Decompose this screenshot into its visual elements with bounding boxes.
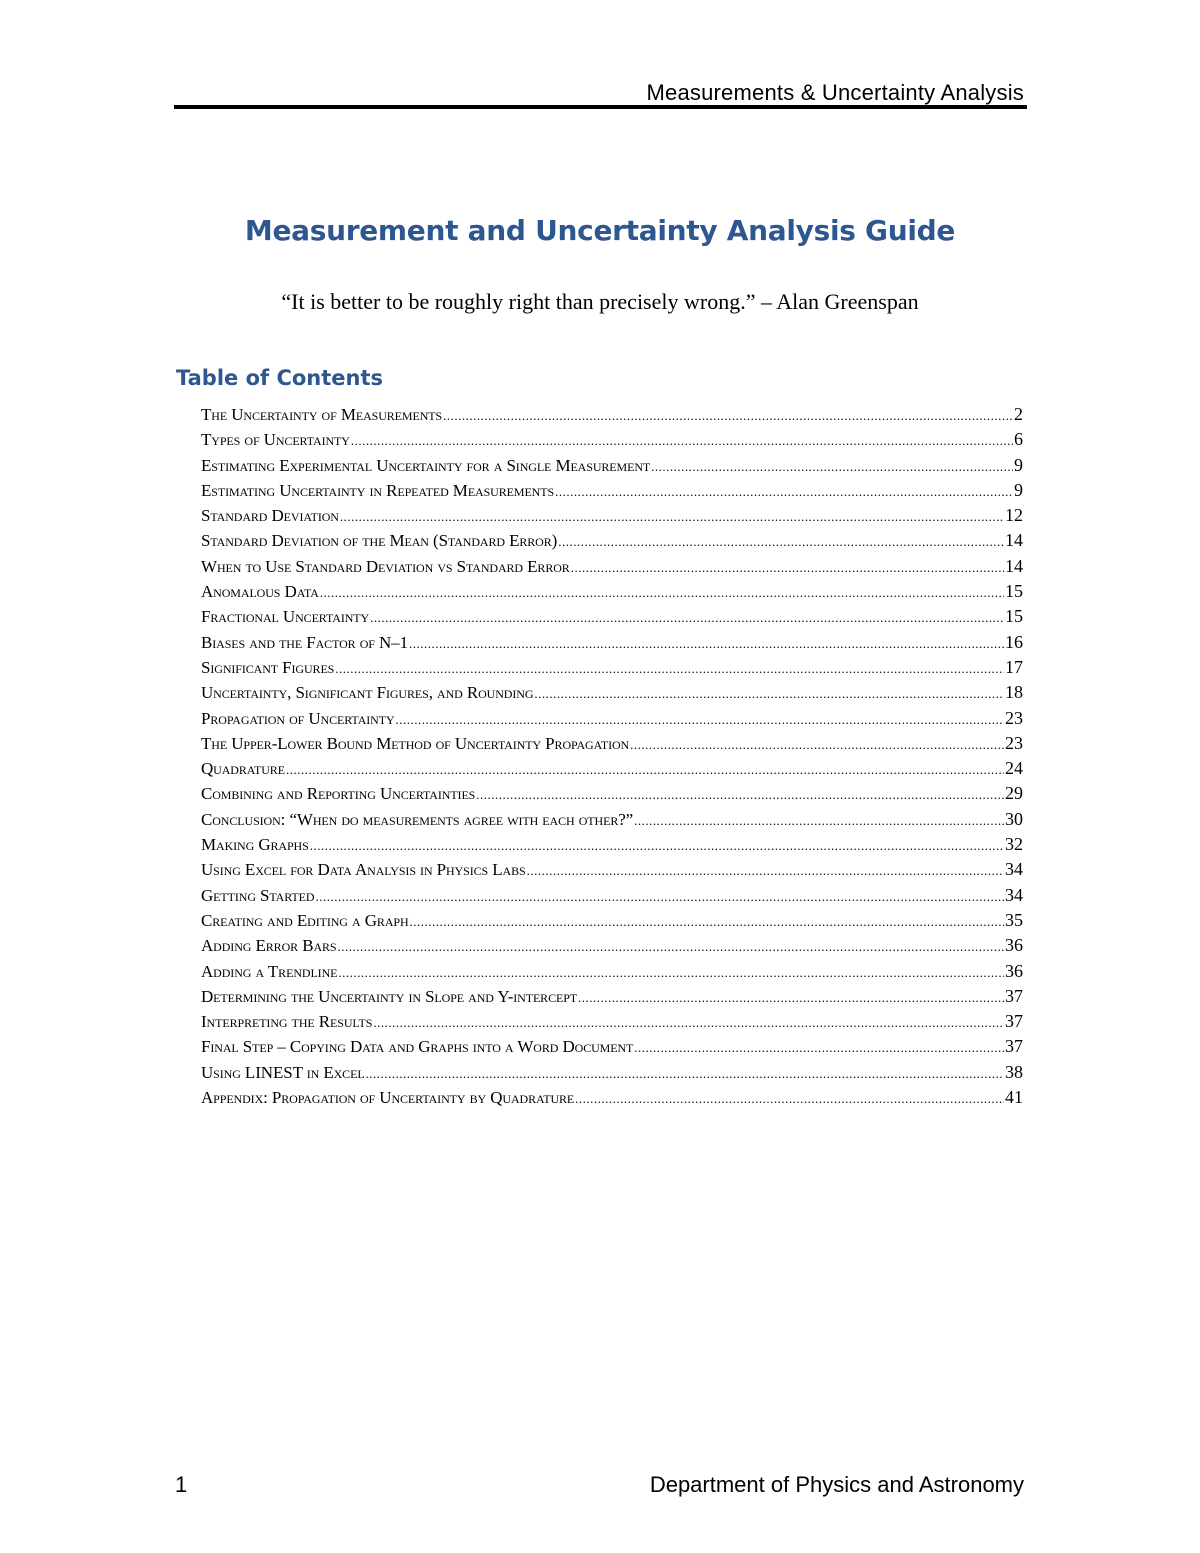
toc-entry[interactable]	[201, 657, 1023, 682]
toc-entry-page-number: 37	[1005, 1011, 1023, 1032]
toc-entry[interactable]	[201, 961, 1023, 986]
toc-entry-page-number: 24	[1005, 758, 1023, 779]
toc-entry[interactable]	[201, 910, 1023, 935]
toc-entry-label: The Uncertainty of Measurements	[201, 405, 443, 424]
toc-entry-page-number: 15	[1005, 581, 1023, 602]
toc-entry[interactable]	[201, 682, 1023, 707]
toc-dot-leader	[527, 860, 1004, 880]
toc-dot-leader	[476, 784, 1004, 804]
toc-dot-leader	[555, 481, 1013, 501]
document-title: Measurement and Uncertainty Analysis Guide	[244, 214, 956, 247]
epigraph-quote: “It is better to be roughly right than precisely wrong.” – Alan Greenspan	[281, 289, 919, 314]
toc-entry-page-number: 15	[1005, 606, 1023, 627]
toc-entry-page-number: 34	[1005, 859, 1023, 880]
toc-entry-page-number: 18	[1005, 682, 1023, 703]
toc-entry-label: When to Use Standard Deviation vs Standard Error	[201, 556, 570, 576]
header-rule	[174, 105, 1027, 109]
toc-entry-label: Using LINEST in Excel	[201, 1062, 365, 1082]
toc-entry[interactable]	[201, 606, 1023, 631]
toc-entry-page-number: 37	[1005, 985, 1023, 1006]
toc-heading: Table of Contents	[176, 366, 384, 390]
toc-entry-label: Uncertainty, Significant Figures, and Rounding	[201, 683, 534, 703]
toc-entry-page-number: 9	[1014, 479, 1023, 500]
toc-entry-page-number: 2	[1014, 404, 1023, 424]
toc-dot-leader	[337, 936, 1004, 956]
toc-dot-leader	[630, 734, 1004, 754]
toc-entry-label: Appendix: Propagation of Uncertainty by Quadrature	[201, 1088, 575, 1108]
toc-entry-label: Propagation of Uncertainty	[201, 708, 395, 728]
toc-entry[interactable]	[201, 935, 1023, 960]
toc-entry[interactable]	[201, 859, 1023, 884]
toc-entry[interactable]	[201, 758, 1023, 783]
toc-entry-label: Significant Figures	[201, 657, 335, 677]
toc-dot-leader	[634, 810, 1004, 830]
toc-entry-page-number: 32	[1005, 834, 1023, 855]
toc-entry-page-number: 23	[1005, 707, 1023, 728]
toc-entry-label: Estimating Experimental Uncertainty for a Single Measurement	[201, 455, 651, 475]
running-header-title: Measurements & Uncertainty Analysis	[646, 80, 1024, 105]
toc-entry-label: Conclusion: “When do measurements agree with each other?”	[201, 809, 634, 829]
toc-entry[interactable]	[201, 1087, 1023, 1112]
toc-entry[interactable]	[201, 885, 1023, 910]
toc-dot-leader	[373, 1012, 1004, 1032]
toc-entry[interactable]	[201, 783, 1023, 808]
toc-dot-leader	[338, 962, 1004, 982]
toc-entry[interactable]	[201, 986, 1023, 1011]
toc-entry-page-number: 14	[1005, 555, 1023, 576]
toc-entry[interactable]	[201, 556, 1023, 581]
toc-entry-label: Adding a Trendline	[201, 961, 338, 981]
toc-entry[interactable]	[201, 505, 1023, 530]
toc-entry-page-number: 36	[1005, 960, 1023, 981]
toc-entry-label: Getting Started	[201, 885, 315, 905]
toc-entry-label: Combining and Reporting Uncertainties	[201, 784, 476, 804]
toc-entry-page-number: 6	[1014, 429, 1023, 450]
toc-dot-leader	[396, 709, 1004, 729]
toc-entry-page-number: 36	[1005, 935, 1023, 956]
toc-dot-leader	[340, 506, 1004, 526]
toc-entry-label: Creating and Editing a Graph	[201, 910, 409, 930]
toc-entry-label: Estimating Uncertainty in Repeated Measurements	[201, 480, 555, 500]
toc-dot-leader	[366, 1063, 1004, 1083]
toc-entry-label: Using Excel for Data Analysis in Physics Labs	[201, 860, 526, 880]
toc-dot-leader	[315, 886, 1004, 906]
toc-dot-leader	[320, 582, 1004, 602]
toc-entry-page-number: 14	[1005, 530, 1023, 551]
toc-entry-label: Types of Uncertainty	[201, 430, 350, 450]
toc-entry-label: Anomalous Data	[201, 582, 319, 602]
toc-entry-page-number: 41	[1005, 1087, 1023, 1108]
toc-entry[interactable]	[201, 455, 1023, 480]
toc-entry-label: Standard Deviation of the Mean (Standard Error)	[201, 531, 558, 551]
toc-entry[interactable]	[201, 809, 1023, 834]
toc-entry[interactable]	[201, 480, 1023, 505]
toc-dot-leader	[651, 456, 1013, 476]
toc-dot-leader	[634, 1037, 1004, 1057]
toc-entry[interactable]	[201, 632, 1023, 657]
toc-dot-leader	[534, 683, 1004, 703]
toc-entry-page-number: 35	[1005, 909, 1023, 930]
toc-dot-leader	[443, 405, 1013, 425]
toc-entry-page-number: 12	[1005, 505, 1023, 526]
toc-entry-label: Biases and the Factor of N–1	[201, 632, 408, 652]
toc-entry[interactable]	[201, 1011, 1023, 1036]
toc-dot-leader	[409, 633, 1004, 653]
toc-entry[interactable]	[201, 581, 1023, 606]
toc-dot-leader	[335, 658, 1004, 678]
toc-entry-label: The Upper-Lower Bound Method of Uncertainty Propagation	[201, 733, 630, 753]
toc-entry-page-number: 29	[1005, 783, 1023, 804]
toc-entry[interactable]	[201, 1036, 1023, 1061]
toc-dot-leader	[410, 911, 1004, 931]
toc-entry[interactable]	[201, 530, 1023, 555]
toc-entry-label: Adding Error Bars	[201, 936, 337, 956]
toc-entry-label: Interpreting the Results	[201, 1012, 373, 1032]
toc-entry[interactable]	[201, 1062, 1023, 1087]
toc-entry[interactable]	[201, 429, 1023, 454]
toc-dot-leader	[571, 557, 1004, 577]
toc-entry-page-number: 9	[1014, 454, 1023, 475]
toc-entry[interactable]	[201, 733, 1023, 758]
toc-dot-leader	[286, 759, 1004, 779]
toc-entry-page-number: 23	[1005, 732, 1023, 753]
toc-dot-leader	[558, 531, 1004, 551]
toc-entry-page-number: 16	[1005, 631, 1023, 652]
toc-entry[interactable]	[201, 708, 1023, 733]
table-of-contents	[201, 404, 1023, 1112]
footer-department: Department of Physics and Astronomy	[649, 1472, 1024, 1497]
toc-entry-page-number: 34	[1005, 884, 1023, 905]
toc-entry-page-number: 17	[1005, 656, 1023, 677]
toc-entry[interactable]	[201, 404, 1023, 429]
toc-dot-leader	[370, 607, 1004, 627]
toc-entry-page-number: 38	[1005, 1061, 1023, 1082]
toc-entry-page-number: 37	[1005, 1036, 1023, 1057]
toc-dot-leader	[578, 987, 1004, 1007]
toc-entry-label: Making Graphs	[201, 835, 309, 855]
toc-entry-label: Determining the Uncertainty in Slope and Y-intercept	[201, 986, 578, 1006]
footer-page-number: 1	[175, 1472, 188, 1497]
toc-entry-label: Standard Deviation	[201, 506, 339, 526]
toc-entry-label: Fractional Uncertainty	[201, 607, 370, 627]
toc-entry-page-number: 30	[1005, 808, 1023, 829]
toc-entry-label: Quadrature	[201, 759, 285, 779]
toc-dot-leader	[351, 430, 1013, 450]
toc-entry-label: Final Step – Copying Data and Graphs into a Word Document	[201, 1037, 634, 1057]
toc-dot-leader	[575, 1088, 1004, 1108]
toc-dot-leader	[310, 835, 1004, 855]
toc-entry[interactable]	[201, 834, 1023, 859]
